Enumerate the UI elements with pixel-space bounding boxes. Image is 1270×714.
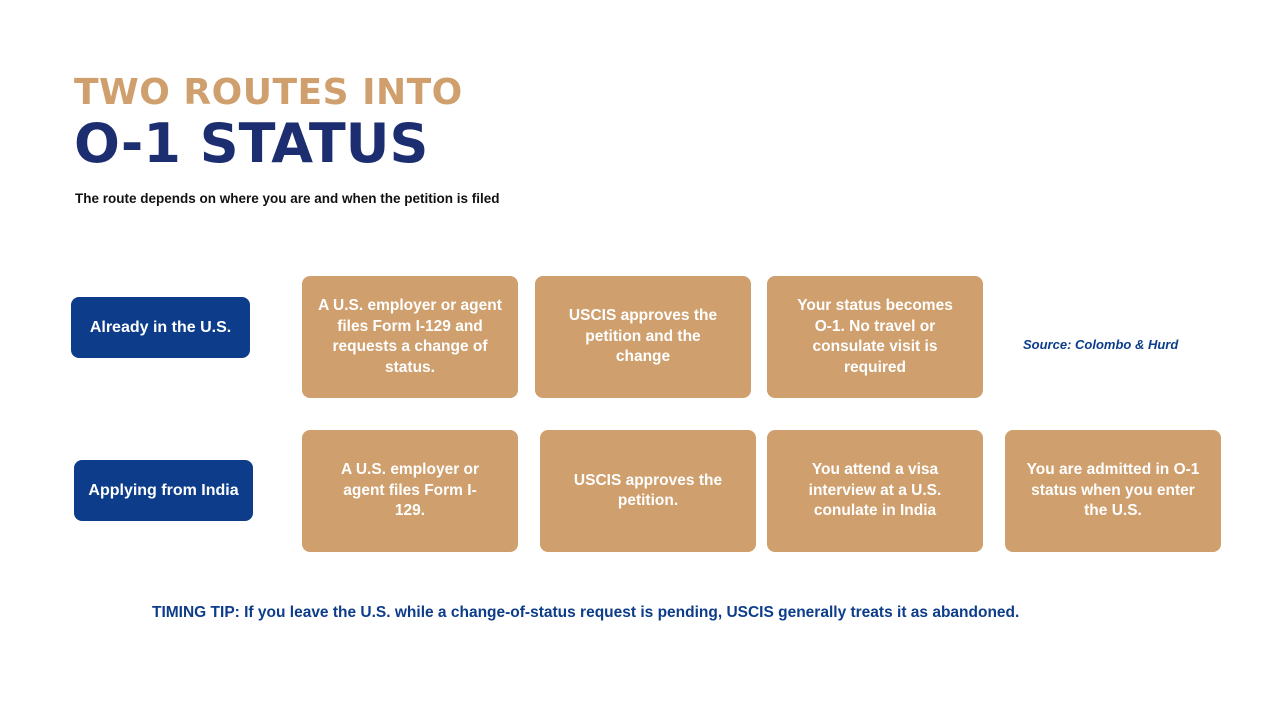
route2-step-1: A U.S. employer or agent files Form I-129. [302,430,518,552]
route2-step-3: You attend a visa interview at a U.S. conulate in India [767,430,983,552]
source-note: Source: Colombo & Hurd [1023,337,1179,352]
route1-step-1: A U.S. employer or agent files Form I-129 and requests a change of status. [302,276,518,398]
route1-step-2: USCIS approves the petition and the change [535,276,751,398]
route-label-already-in-us: Already in the U.S. [71,297,250,358]
route1-step-3: Your status becomes O-1. No travel or consulate visit is required [767,276,983,398]
route2-step-2: USCIS approves the petition. [540,430,756,552]
timing-tip: TIMING TIP: If you leave the U.S. while a change-of-status request is pending, USCIS generally treats it as abandoned. [152,604,1020,621]
title-line-2: O-1 STATUS [74,112,429,175]
route-label-applying-from-india: Applying from India [74,460,253,521]
title-line-1: TWO ROUTES INTO [74,72,463,113]
route2-step-4: You are admitted in O-1 status when you enter the U.S. [1005,430,1221,552]
subtitle: The route depends on where you are and when the petition is filed [75,191,500,206]
